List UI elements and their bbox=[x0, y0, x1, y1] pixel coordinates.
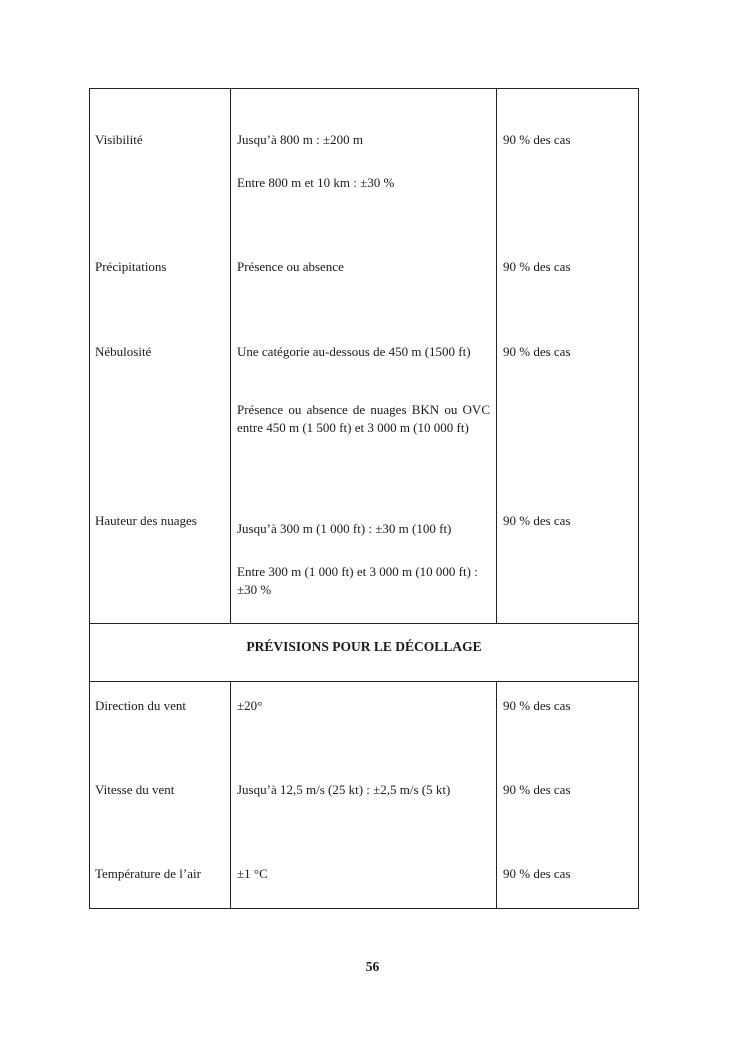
table-cell-parameter: Hauteur des nuages bbox=[95, 513, 197, 528]
table-cell-criterion: Jusqu’à 12,5 m/s (25 kt) : ±2,5 m/s (5 kt) bbox=[237, 782, 451, 797]
table-cell-criterion: Jusqu’à 300 m (1 000 ft) : ±30 m (100 ft) bbox=[237, 521, 452, 536]
section-border-top bbox=[89, 623, 639, 624]
table-cell-parameter: Précipitations bbox=[95, 259, 167, 274]
page-number: 56 bbox=[365, 959, 380, 974]
table-cell-parameter: Visibilité bbox=[95, 132, 143, 147]
table-cell-criterion: ±20° bbox=[237, 698, 263, 713]
table-cell-criterion: Entre 300 m (1 000 ft) et 3 000 m (10 000 ft) : ±30 % bbox=[237, 564, 478, 597]
table-cell-percentage: 90 % des cas bbox=[503, 344, 571, 359]
table-cell-criterion: Entre 800 m et 10 km : ±30 % bbox=[237, 175, 395, 190]
accuracy-table bbox=[89, 88, 639, 909]
table-cell-criterion: ±1 °C bbox=[237, 866, 268, 881]
table-cell-parameter: Vitesse du vent bbox=[95, 782, 175, 797]
table-cell-criterion: Une catégorie au-dessous de 450 m (1500 ft) bbox=[237, 344, 471, 359]
table-cell-parameter: Direction du vent bbox=[95, 698, 186, 713]
table-cell-criterion: Jusqu’à 800 m : ±200 m bbox=[237, 132, 363, 147]
table-border-left bbox=[89, 88, 90, 909]
table-cell-parameter: Nébulosité bbox=[95, 344, 152, 359]
table-cell-percentage: 90 % des cas bbox=[503, 698, 571, 713]
table-cell-percentage: 90 % des cas bbox=[503, 513, 571, 528]
section-title: PRÉVISIONS POUR LE DÉCOLLAGE bbox=[246, 639, 482, 654]
table-cell-criterion: Présence ou absence bbox=[237, 259, 344, 274]
table-cell-percentage: 90 % des cas bbox=[503, 782, 571, 797]
section-border-bottom bbox=[89, 681, 639, 682]
table-border-top bbox=[89, 88, 639, 89]
column-divider bbox=[230, 681, 231, 909]
table-border-bottom bbox=[89, 908, 639, 909]
column-divider bbox=[230, 88, 231, 624]
table-cell-parameter: Température de l’air bbox=[95, 866, 201, 881]
table-cell-percentage: 90 % des cas bbox=[503, 866, 571, 881]
column-divider bbox=[496, 88, 497, 624]
table-cell-percentage: 90 % des cas bbox=[503, 259, 571, 274]
table-border-right bbox=[638, 88, 639, 909]
table-cell-criterion: Présence ou absence de nuages BKN ou OVC entre 450 m (1 500 ft) et 3 000 m (10 000 ft) bbox=[237, 402, 490, 435]
table-cell-percentage: 90 % des cas bbox=[503, 132, 571, 147]
column-divider bbox=[496, 681, 497, 909]
